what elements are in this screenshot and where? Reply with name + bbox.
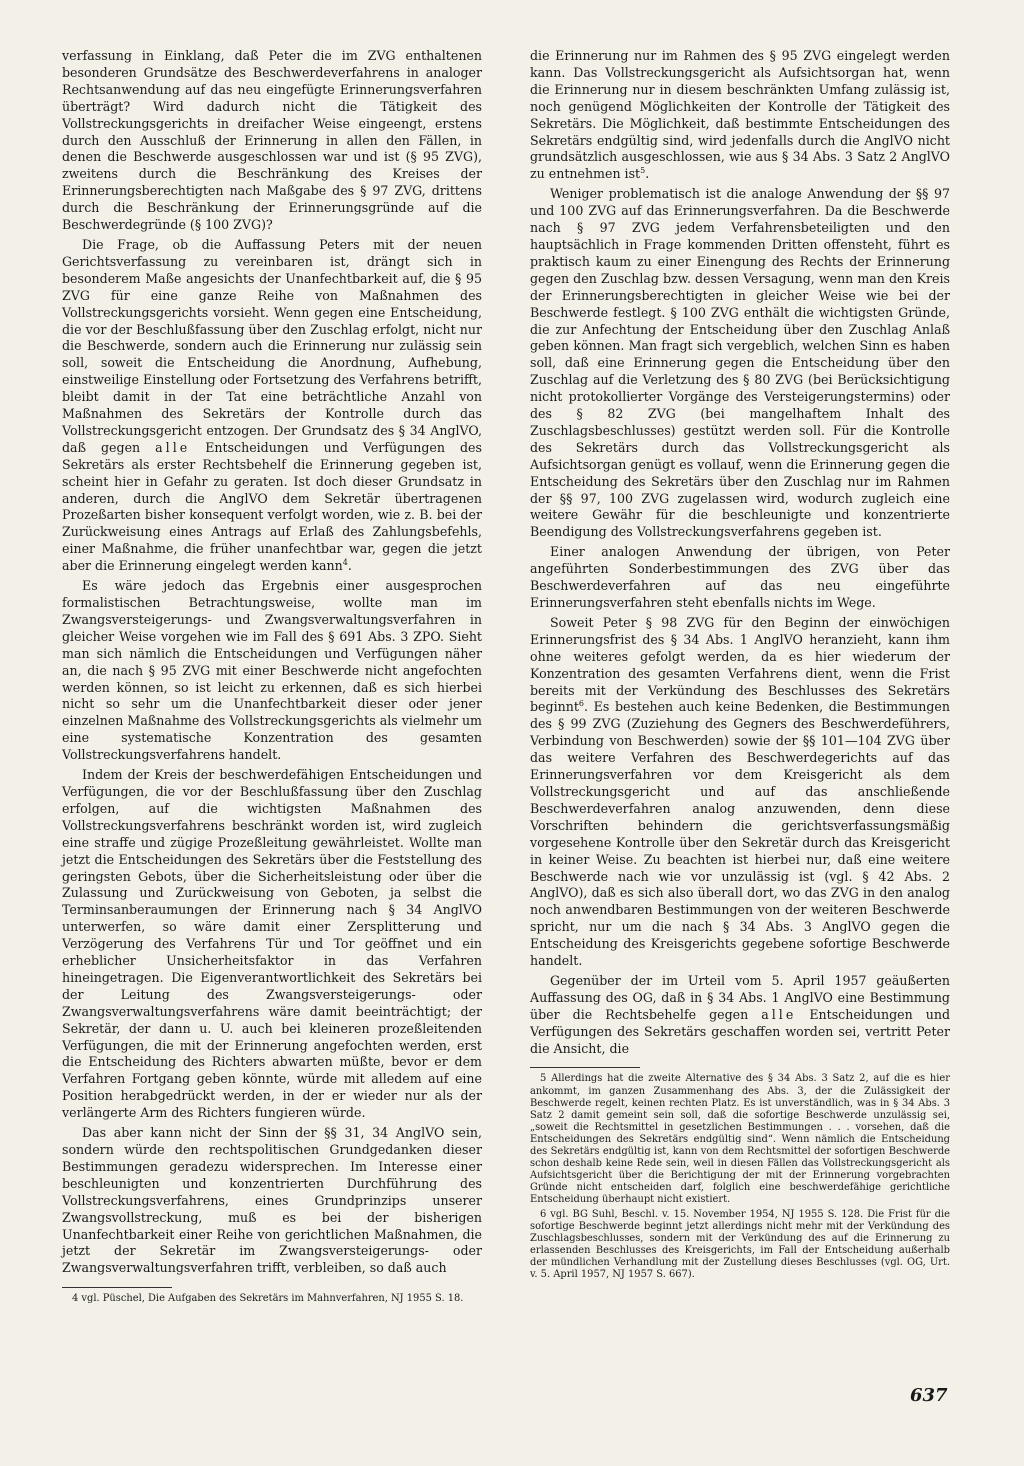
footnote-6: 6 vgl. BG Suhl, Beschl. v. 15. November 1954, NJ 1955 S. 128. Die Frist für die sofortige Beschwerde beginnt jetzt allerdings nicht mehr mit der Verkündung des Zuschlagsbeschlusses, sondern mit der Verkündung des auf die Erinnerung zu erlassenden Beschlusses des Kreisgerichts, im Fall der Entscheidung außerhalb der mündlichen Verhandlung mit der Zustellung dieses Beschlusses (vgl. OG, Urt. v. 5. April 1957, NJ 1957 S. 667). <box>530 1208 950 1280</box>
left-column <box>62 48 482 1305</box>
paragraph: verfassung in Einklang, daß Peter die im ZVG enthaltenen besonderen Grundsätze des Beschwerdeverfahrens in analoger Rechtsanwendung auf das neu eingefügte Erinnerungsverfahren überträgt? Wird dadurch nicht die Tätigkeit des Vollstreckungsgerichts in dreifacher Weise eingeengt, erstens durch den Ausschluß der Erinnerung in allen den Fällen, in denen die Beschwerde ausgeschlossen war und ist (§ 95 ZVG), zweitens durch die Beschränkung des Kreises der Erinnerungsberechtigten nach Maßgabe des § 97 ZVG, drittens durch die Beschränkung der Erinnerungsgründe auf die Beschwerdegründe (§ 100 ZVG)? <box>62 48 482 233</box>
paragraph <box>62 237 482 575</box>
paragraph: Das aber kann nicht der Sinn der §§ 31, 34 AnglVO sein, sondern würde den rechtspolitischen Grundgedanken dieser Bestimmungen geradezu widersprechen. Im Interesse einer beschleunigten und konzentrierten Durchführung des Vollstreckungsverfahrens, eines Grundprinzips unserer Zwangsvollstreckung, muß es bei der bisherigen Unanfechtbarkeit einer Reihe von gerichtlichen Maßnahmen, die jetzt der Sekretär im Zwangsversteigerungs- oder Zwangsverwaltungsverfahren trifft, verbleiben, so daß auch <box>62 1125 482 1276</box>
paragraph: Einer analogen Anwendung der übrigen, von Peter angeführten Sonderbestimmungen des ZVG über das Beschwerdeverfahren auf das neu eingeführte Erinnerungsverfahren steht ebenfalls nichts im Wege. <box>530 544 950 610</box>
text-run: die Erinnerung nur im Rahmen des § 95 ZVG eingelegt werden kann. Das Vollstreckungsgericht als Aufsichtsorgan hat, wenn die Erinnerung nur in diesem beschränkten Umfang zulässig ist, noch genügend Möglichkeiten der Kontrolle der Tätigkeit des Sekretärs. Die Möglichkeit, daß bestimmte Entscheidungen des Sekretärs endgültig sind, wird jedenfalls durch die AnglVO nicht grundsätzlich ausgeschlossen, wie aus § 34 Abs. 3 Satz 2 AnglVO zu entnehmen ist <box>530 48 950 182</box>
paragraph: Indem der Kreis der beschwerdefähigen Entscheidungen und Verfügungen, die vor der Beschlußfassung über den Zuschlag erfolgen, auf die wichtigsten Maßnahmen des Vollstreckungsverfahrens beschränkt worden ist, wird zugleich eine straffe und zügige Prozeßleitung gewährleistet. Wollte man jetzt die Entscheidungen des Sekretärs über die Feststellung des geringsten Gebots, über die Sicherheitsleistung oder über die Zulassung und Zurückweisung von Geboten, ja selbst die Terminsanberaumungen der Erinnerung nach § 34 AnglVO unterwerfen, so wäre damit einer Zersplitterung und Verzögerung des Verfahrens Tür und Tor geöffnet und ein erheblicher Unsicherheitsfaktor in das Verfahren hineingetragen. Die Eigenverantwortlichkeit des Sekretärs bei der Leitung des Zwangsversteigerungs- oder Zwangsverwaltungsverfahrens wäre damit beeinträchtigt; der Sekretär, der dann u. U. auch bei kleineren prozeßleitenden Verfügungen, die mit der Erinnerung angefochten werden, erst die Entscheidung des Richters abwarten müßte, bevor er dem Verfahren Fortgang geben könnte, würde mit alledem auf eine Position herabgedrückt werden, in der er wieder nur als der verlängerte Arm des Richters fungieren würde. <box>62 767 482 1121</box>
footnote-4: 4 vgl. Püschel, Die Aufgaben des Sekretärs im Mahnverfahren, NJ 1955 S. 18. <box>72 1293 464 1305</box>
text-run: Entscheidungen und Verfügungen des Sekretärs geschaffen worden sei, vertritt Peter die Ansicht, die <box>530 1006 951 1056</box>
text-run: Entscheidungen und Verfügungen des Sekretärs als erster Rechtsbehelf die Erinnerung gegeben ist, scheint hier in Gefahr zu geraten. Ist doch dieser Grundsatz in anderen, durch die AnglVO dem Sekretär übertragenen Prozeßarten bisher konsequent verfolgt worden, wie z. B. bei der Zurückweisung eines Antrags auf Erlaß des Zahlungsbefehls, einer Maßnahme, die früher unanfechtbar war, gegen die jetzt aber die Erinnerung eingelegt werden kann <box>62 439 482 574</box>
paragraph <box>530 48 950 183</box>
paragraph <box>530 615 950 970</box>
footnote-ref: 5 <box>640 166 646 176</box>
footnote-5: 5 Allerdings hat die zweite Alternative des § 34 Abs. 3 Satz 2, auf die es hier ankommt, im ganzen Zusammenhang des Abs. 3, der die Zulässigkeit der Beschwerde regelt, keinen rechten Platz. Es ist unverständlich, was in § 34 Abs. 3 Satz 2 damit gemeint sein soll, daß die sofortige Beschwerde unzulässig sei, „soweit die Rechtsmittel in gesetzlichen Bestimmungen . . . vorsehen, daß die Entscheidungen des Sekretärs endgültig sind“. Wenn nämlich die Entscheidung des Sekretärs endgültig ist, kann von dem Rechtsmittel der sofortigen Beschwerde schon deshalb keine Rede sein, weil in diesen Fällen das Vollstreckungsgericht als Aufsichtsgericht über die Berichtigung der mit der Erinnerung vorgebrachten Gründe nicht entscheiden darf, folglich eine beschwerdefähige gerichtliche Entscheidung überhaupt nicht existiert. <box>530 1073 950 1206</box>
footnote-ref: 6 <box>578 699 584 709</box>
text-run: . <box>347 558 352 574</box>
text-run: . Es bestehen auch keine Bedenken, die Bestimmungen des § 99 ZVG (Zuziehung des Gegners des Beschwerdeführers, Verbindung von Beschwerden) sowie der §§ 101—104 ZVG über das weitere Verfahren des Beschwerdegerichts auf das Erinnerungsverfahren vor dem Kreisgericht als dem Vollstreckungsgericht und auf das anschließende Beschwerdeverfahren analog anzuwenden, denn diese Vorschriften behindern die gerichtsverfassungsmäßig vorgesehene Kontrolle über den Sekretär durch das Kreisgericht in keiner Weise. Zu beachten ist hierbei nur, daß eine weitere Beschwerde nach wie vor unzulässig ist (vgl. § 42 Abs. 2 AnglVO), daß es sich also überall dort, wo das ZVG in den analog noch anwendbaren Bestimmungen von der weiteren Beschwerde spricht, nur um die nach § 34 Abs. 3 AnglVO gegen die Entscheidung des Kreisgerichts gegebene sofortige Beschwerde handelt. <box>530 699 950 969</box>
footnote-divider <box>62 1287 172 1288</box>
text-run: Die Frage, ob die Auffassung Peters mit der neuen Gerichtsverfassung zu vereinbaren ist, drängt sich in besonderem Maße angesichts der Unanfechtbarkeit auf, die § 95 ZVG für eine ganze Reihe von Maßnahmen des Vollstreckungsgerichts vorsieht. Wenn gegen eine Entscheidung, die vor der Beschlußfassung über den Zuschlag erfolgt, nicht nur die Beschwerde, sondern auch die Erinnerung nur zulässig sein soll, soweit die Entscheidung die Anordnung, Aufhebung, einstweilige Einstellung oder Fortsetzung des Verfahrens betrifft, bleibt damit in der Tat eine beträchtliche Anzahl von Maßnahmen des Sekretärs der Kontrolle durch das Vollstreckungsgericht entzogen. Der Grundsatz des § 34 AnglVO, daß gegen <box>62 236 482 455</box>
paragraph: Es wäre jedoch das Ergebnis einer ausgesprochen formalistischen Betrachtungsweise, wollte man im Zwangsversteigerungs- und Zwangsverwaltungsverfahren in gleicher Weise vorgehen wie im Fall des § 691 Abs. 3 ZPO. Sieht man sich nämlich die Entscheidungen und Verfügungen näher an, die nach § 95 ZVG mit einer Beschwerde nicht angefochten werden können, so ist leicht zu erkennen, daß es sich hierbei nicht so sehr um die Unanfechtbarkeit dieser oder jener einzelnen Maßnahme des Vollstreckungsgerichts als vielmehr um eine systematische Konzentration des gesamten Vollstreckungsverfahrens handelt. <box>62 578 482 763</box>
text-run: Soweit Peter § 98 ZVG für den Beginn der einwöchigen Erinnerungsfrist des § 34 Abs. 1 AnglVO heranzieht, kann ihm ohne weiteres gefolgt werden, da es hier wiederum der Konzentration des gesamten Verfahrens dient, wenn die Frist bereits mit der Verkündung des Beschlusses des Sekretärs beginnt <box>530 614 950 715</box>
paragraph <box>530 973 950 1058</box>
spaced-emphasis: alle <box>761 1006 797 1022</box>
footnote-ref: 4 <box>342 558 348 567</box>
spaced-emphasis: alle <box>155 439 191 455</box>
text-run: Gegenüber der im Urteil vom 5. April 1957 geäußerten Auffassung des OG, daß in § 34 Abs. 1 AnglVO eine Bestimmung über die Rechtsbehelfe gegen <box>530 972 950 1022</box>
paragraph: Weniger problematisch ist die analoge Anwendung der §§ 97 und 100 ZVG auf das Erinnerungsverfahren. Da die Beschwerde nach § 97 ZVG jedem Verfahrensbeteiligten und den hauptsächlich in Frage kommenden Dritten offensteht, führt es praktisch kaum zu einer Einengung des Rechts der Erinnerung gegen den Zuschlag bzw. dessen Versagung, wenn man den Kreis der Erinnerungsberechtigten in gleicher Weise wie bei der Beschwerde festlegt. § 100 ZVG enthält die wichtigsten Gründe, die zur Anfechtung der Entscheidung über den Zuschlag Anlaß geben können. Man fragt sich vergeblich, welchen Sinn es haben soll, daß eine Erinnerung gegen die Entscheidung über den Zuschlag auf die Verletzung des § 80 ZVG (bei Berücksichtigung nicht protokollierter Vorgänge des Versteigerungstermins) oder des § 82 ZVG (bei mangelhaftem Inhalt des Zuschlagsbeschlusses) gestützt werden soll. Für die Kontrolle des Sekretärs durch das Vollstreckungsgericht als Aufsichtsorgan genügt es vollauf, wenn die Erinnerung gegen die Entscheidung des Sekretärs über den Zuschlag nur im Rahmen der §§ 97, 100 ZVG zugelassen wird, wodurch zugleich eine weitere Gewähr für die beschleunigte und konzentrierte Beendigung des Vollstreckungsverfahrens gegeben ist. <box>530 186 950 540</box>
footnote-divider <box>530 1067 640 1068</box>
page-number: 637 <box>910 1385 948 1406</box>
right-column <box>530 48 950 1281</box>
text-run: . <box>645 166 650 182</box>
